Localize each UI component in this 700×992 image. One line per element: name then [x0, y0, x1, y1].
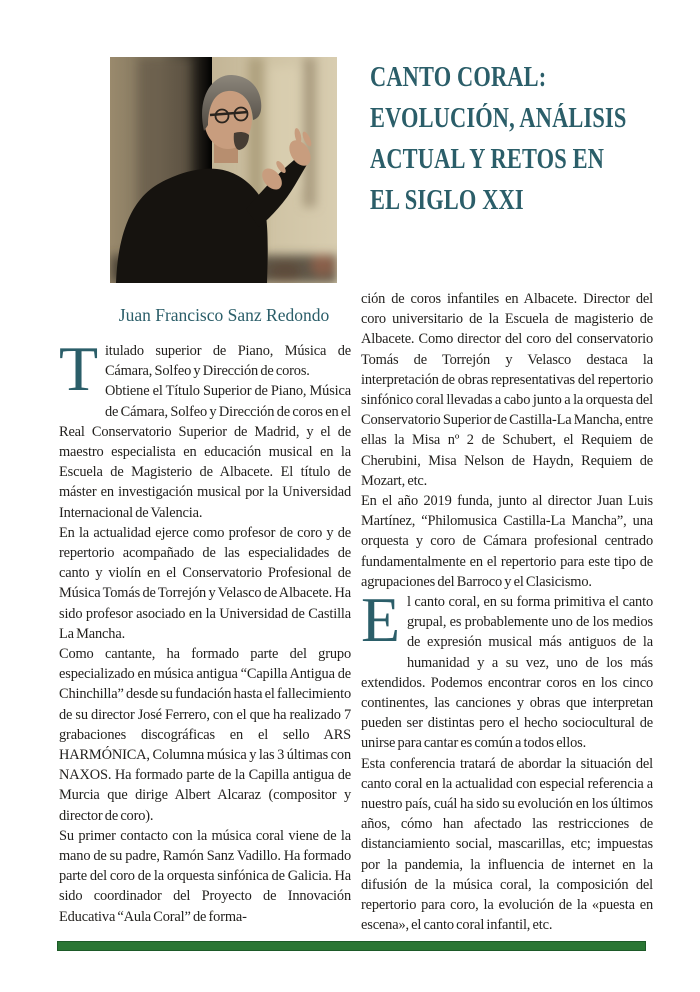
paragraph: En la actualidad ejerce como profesor de coro y de repertorio acompañado de las especialidades de canto y violín en el Conservatorio Profesional de Música Tomás de Torrejón y Velasco de Albacete. Ha sido profesor asociado en la Universidad de Castilla La Mancha.: [59, 524, 351, 642]
paragraph: ción de coros infantiles en Albacete. Director del coro universitario de la Escuela de magisterio de Albacete. Como director del coro del conservatorio Tomás de Torrejón y Velasco destaca la interpretación de obras representativas del repertorio sinfónico coral llevadas a cabo junto a la orquesta del Conservatorio Superior de Castilla-La Mancha, entre ellas la Misa nº 2 de Schubert, el Requiem de Cherubini, Misa Nelson de Haydn, Requiem de Mozart, etc.: [361, 291, 653, 489]
footer-rule: [57, 941, 646, 951]
paragraph: [59, 333, 351, 404]
article-title: [370, 57, 680, 221]
paragraph: En el año 2019 funda, junto al director Juan Luis Martínez, “Philomusica Castilla-La Mancha”, una orquesta y coro de Cámara profesional centrado fundamentalmente en el repertorio para este tipo de agrupaciones del Barroco y el Clasicismo.: [361, 493, 653, 590]
paragraph: Como cantante, ha formado parte del grupo especializado en música antigua “Capilla Antigua de Chinchilla” desde su fundación hasta el fallecimiento de su director José Ferrero, con el que ha realizado 7 grabaciones discográficas en el sello ARS HARMÓNICA, Columna música y las 3 últimas con NAXOS. Ha formado parte de la Capilla antigua de Murcia que dirige Albert Alcaraz (compositor y director de coro).: [59, 646, 351, 824]
title-line-4: EL SIGLO XXI: [370, 185, 524, 216]
title-line-2: EVOLUCIÓN, ANÁLISIS: [370, 103, 627, 134]
drop-cap-t: T: [59, 333, 98, 404]
paragraph-text: l canto coral, en su forma primitiva el canto grupal, es probablemente uno de los medios de expresión musical más antiguos de la humanidad y a su vez, uno de los más extendidos. Podemos encontrar coros en los cinco continentes, las canciones y obras que interpretan pueden ser distintas pero el hecho sociocultural de unirse para cantar es común a todos ellos.: [361, 594, 653, 752]
paragraph: Su primer contacto con la música coral viene de la mano de su padre, Ramón Sanz Vadillo. Ha formado parte del coro de la orquesta sinfónica de Galicia. Ha sido coordinador del Proyecto de Innovación Educativa “Aula Coral” de forma-: [59, 827, 351, 925]
title-line-3: ACTUAL Y RETOS EN: [370, 144, 605, 175]
drop-cap-e: E: [361, 584, 400, 656]
paragraph: Obtiene el Título Superior de Piano, Música de Cámara, Solfeo y Dirección de coros en el Real Conservatorio Superior de Madrid, y el de maestro especialista en educación musical en la Escuela de Magisterio de Albacete. El título de máster en investigación musical por la Universidad Internacional de Valencia.: [59, 383, 351, 521]
conductor-photo-art: [110, 57, 337, 283]
paragraph-text: itulado superior de Piano, Música de Cámara, Solfeo y Dirección de coros.: [104, 343, 351, 380]
paragraph: Esta conferencia tratará de abordar la situación del canto coral en la actualidad con especial referencia a nuestro país, cuál ha sido su evolución en los últimos años, cómo han afectado las restricciones de distanciamiento social, mascarillas, etc; impuestas por la pandemia, la influencia de internet en la difusión de la música coral, la composición del repertorio para coro, la evolución de la «puesta en escena», el canto coral infantil, etc.: [361, 755, 653, 934]
right-column: [361, 289, 653, 941]
title-line-1: CANTO CORAL:: [370, 62, 547, 93]
author-name: Juan Francisco Sanz Redondo: [118, 305, 330, 325]
left-column: [59, 333, 351, 941]
paragraph: [361, 584, 653, 754]
conductor-photo: [110, 57, 337, 283]
